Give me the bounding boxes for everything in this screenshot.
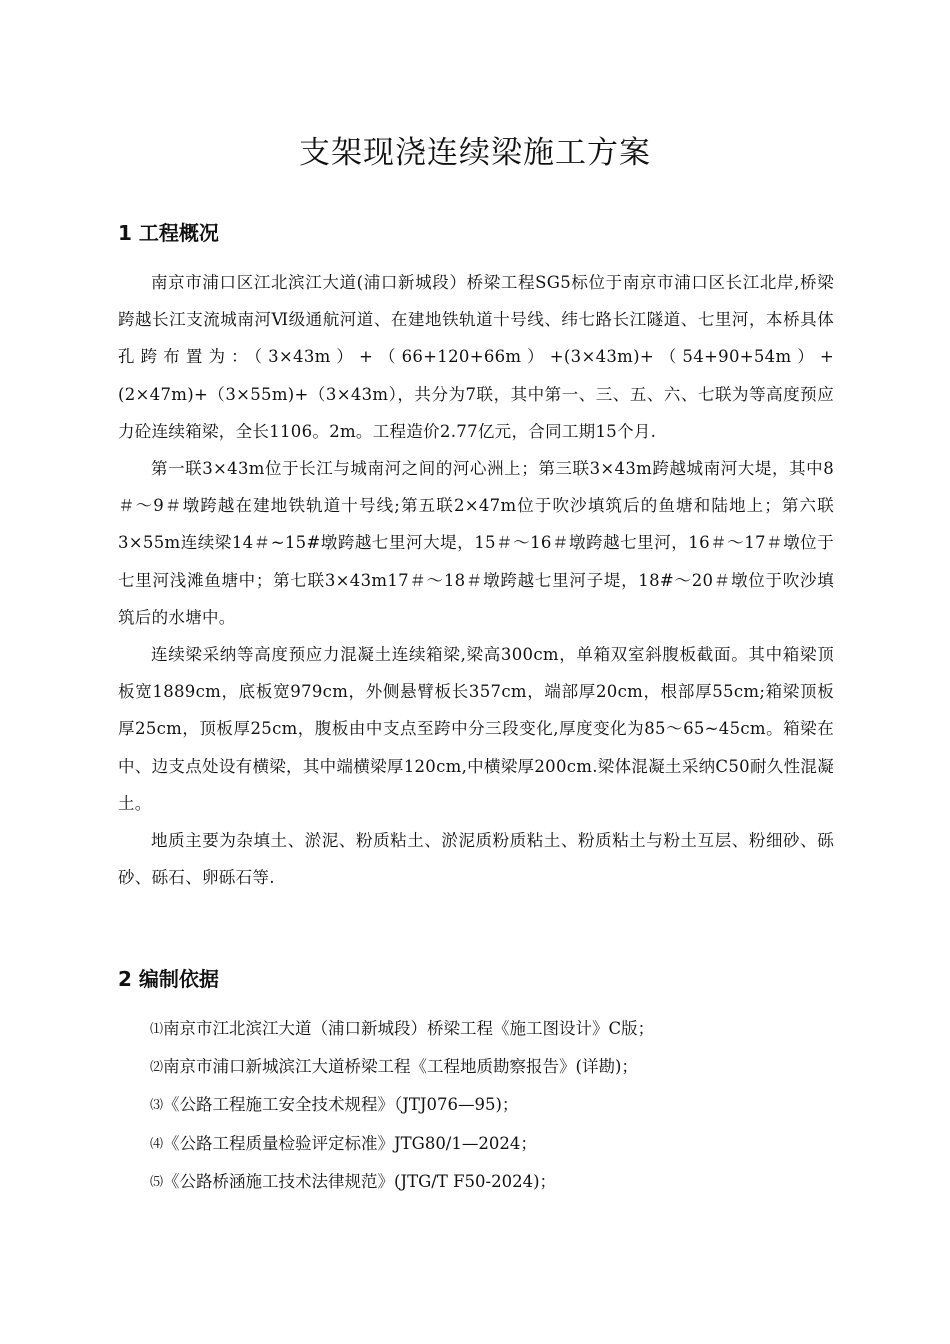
list-item-number: ⑴ [150,1022,164,1037]
list-item-text: 南京市浦口新城滨江大道桥梁工程《工程地质勘察报告》(详勘)； [163,1057,638,1077]
list-item-text: 《公路桥涵施工技术法律规范》(JTG/T F50-2024)； [163,1171,557,1191]
paragraph: 地质主要为杂填土、淤泥、粉质粘土、淤泥质粉质粘土、粉质粘土与粉土互层、粉细砂、砾砂、砾石、卵砾石等. [118,831,834,888]
list-item [150,1010,834,1048]
list-item-number: ⑵ [150,1060,164,1076]
paragraph: 连续梁采纳等高度预应力混凝土连续箱梁,梁高300cm，单箱双室斜腹板截面。其中箱梁顶板宽1889cm，底板宽979cm，外侧悬臂板长357cm，端部厚20cm，根部厚55cm;箱梁顶板厚25cm，顶板厚25cm，腹板由中支点至跨中分三段变化,厚度变化为85～65~45cm。箱梁在中、边支点处设有横梁，其中端横梁厚120cm,中横梁厚200cm.梁体混凝土采纳C50耐久性混凝土。 [118,645,834,813]
list-item-number: ⑷ [150,1136,164,1152]
section-overview-body [118,264,834,896]
list-item [150,1048,834,1086]
list-item [150,1125,834,1163]
section-heading-overview: 1 工程概况 [118,221,219,245]
list-item-text: 南京市江北滨江大道（浦口新城段）桥梁工程《施工图设计》C版； [163,1019,655,1038]
paragraph: 南京市浦口区江北滨江大道(浦口新城段）桥梁工程SG5标位于南京市浦口区长江北岸,桥梁跨越长江支流城南河Ⅵ级通航河道、在建地铁轨道十号线、纬七路长江隧道、七里河，本桥具体孔跨布置为：（3×43m）+（66+120+66m）+(3×43m)+（54+90+54m）+(2×47m)+（3×55m)+（3×43m），共分为7联，其中第一、三、五、六、七联为等高度预应力砼连续箱梁，全长1106。2m。工程造价2.77亿元，合同工期15个月. [118,273,834,441]
list-item [150,1163,834,1201]
list-item-text: 《公路工程施工安全技术规程》（JTJ076—95)； [163,1095,519,1115]
section-basis-body [150,1010,834,1201]
paragraph: 第一联3×43m位于长江与城南河之间的河心洲上；第三联3×43m跨越城南河大堤，其中8＃～9＃墩跨越在建地铁轨道十号线;第五联2×47m位于吹沙填筑后的鱼塘和陆地上；第六联3×55m连续梁14＃~15#墩跨越七里河大堤，15＃～16＃墩跨越七里河，16＃～17＃墩位于七里河浅滩鱼塘中；第七联3×43m17＃～18＃墩跨越七里河子堤，18#～20＃墩位于吹沙填筑后的水塘中。 [118,459,834,627]
section-heading-basis: 2 编制依据 [118,967,219,991]
list-item-text: 《公路工程质量检验评定标准》JTG80/1—2024； [163,1133,537,1153]
list-item-number: ⑶ [150,1098,164,1114]
list-item [150,1086,834,1124]
document-title: 支架现浇连续梁施工方案 [299,135,651,171]
reference-list [150,1010,834,1201]
list-item-number: ⑸ [150,1174,164,1190]
